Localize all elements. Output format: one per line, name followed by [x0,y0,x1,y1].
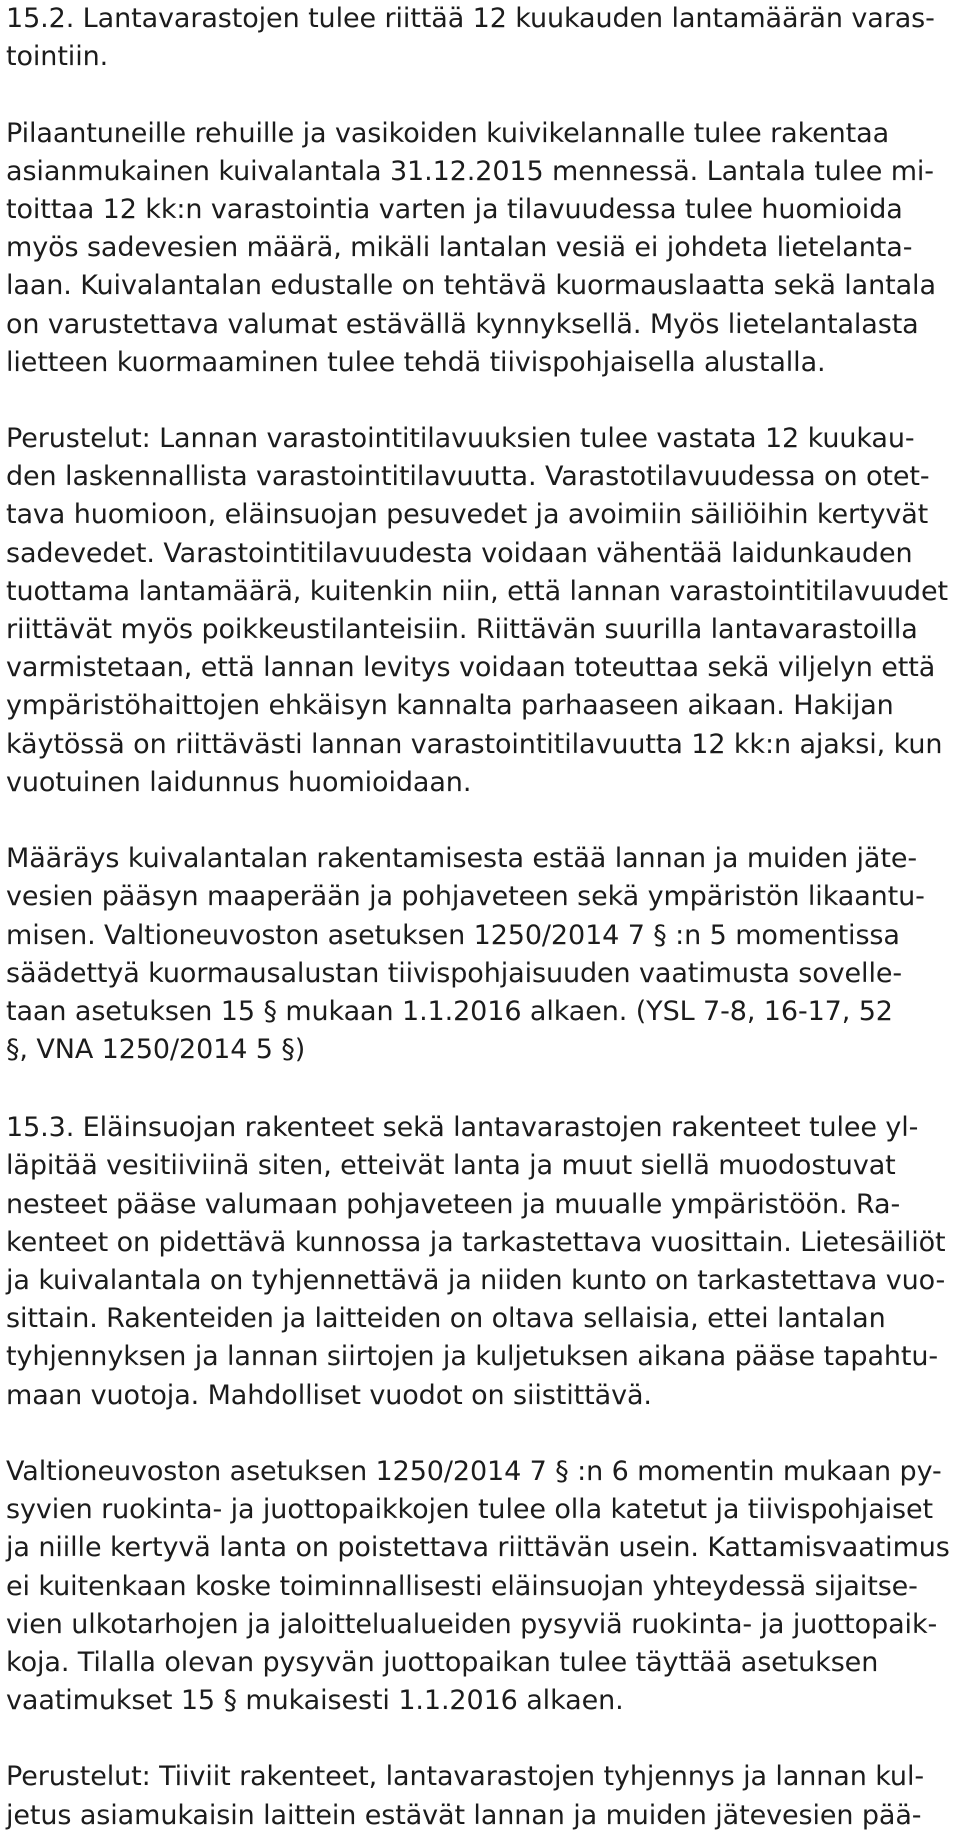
text-line: vuotuinen laidunnus huomioidaan. [6,766,472,798]
text-line: lietteen kuormaaminen tulee tehdä tiivispohjaisella alustalla. [6,346,826,378]
text-line: riittävät myös poikkeustilanteisiin. Riittävän suurilla lantavarastoilla [6,614,918,645]
text-line: tuottama lantamäärä, kuitenkin niin, että lannan varastointitilavuudet [6,575,948,607]
text-line: ja niille kertyvä lanta on poistettava riittävän usein. Kattamisvaatimus [6,1532,950,1564]
paragraph-gap [6,76,956,114]
text-line: toittaa 12 kk:n varastointia varten ja tilavuudessa tulee huomioida [6,193,903,225]
text-line: sadevedet. Varastointitilavuudesta voidaan vähentää laidunkauden [6,537,913,569]
text-line: nesteet pääse valumaan pohjaveteen ja muualle ympäristöön. Ra- [6,1188,901,1220]
text-line: myös sadevesien määrä, mikäli lantalan vesiä ei johdeta lietelanta- [6,232,913,264]
text-line: laan. Kuivalantalan edustalle on tehtävä kuormauslaatta sekä lantala [6,270,936,302]
text-line: säädettyä kuormausalustan tiivispohjaisuuden vaatimusta sovelle- [6,957,903,989]
paragraph-gap [6,1415,956,1453]
text-line: tointiin. [6,41,109,73]
text-line: asianmukainen kuivalantala 31.12.2015 mennessä. Lantala tulee mi- [6,155,934,187]
text-line: jetus asiamukaisin laittein estävät lannan ja muiden jätevesien pää- [6,1799,922,1831]
text-line: tyhjennyksen ja lannan siirtojen ja kuljetuksen aikana pääse tapahtu- [6,1341,939,1373]
text-line: käytössä on riittävästi lannan varastointitilavuutta 12 kk:n ajaksi, kun [6,728,943,760]
text-line: varmistetaan, että lannan levitys voidaan toteuttaa sekä viljelyn että [6,652,936,684]
text-line: maan vuotoja. Mahdolliset vuodot on siistittävä. [6,1379,652,1411]
paragraph-kuivalantala-requirement [6,115,956,382]
text-line: tava huomioon, eläinsuojan pesuvedet ja avoimiin säiliöihin kertyvät [6,499,929,531]
text-line: syvien ruokinta- ja juottopaikkojen tulee olla katetut ja tiivispohjaiset [6,1494,934,1526]
text-line: Perustelut: Lannan varastointitilavuuksien tulee vastata 12 kuukau- [6,423,915,455]
text-line: läpitää vesitiiviinä siten, etteivät lanta ja muut siellä muodostuvat [6,1150,896,1182]
paragraph-gap [6,382,956,420]
text-line: den laskennallista varastointitilavuutta. Varastotilavuudessa on otet- [6,461,930,493]
text-line: ja kuivalantala on tyhjennettävä ja niiden kunto on tarkastettava vuo- [6,1265,946,1296]
paragraph-gap [6,802,956,840]
text-line: 15.2. Lantavarastojen tulee riittää 12 kuukauden lantamäärän varas- [6,3,935,34]
text-line: on varustettava valumat estävällä kynnyksellä. Myös lietelantalasta [6,308,919,340]
text-line: Pilaantuneille rehuille ja vasikoiden kuivikelannalle tulee rakentaa [6,117,890,149]
paragraph-15-2-heading [6,0,956,76]
text-line: Perustelut: Tiiviit rakenteet, lantavarastojen tyhjennys ja lannan kul- [6,1761,924,1793]
paragraph-perustelut-structures [6,1758,956,1834]
document-body [6,0,956,1835]
text-line: koja. Tilalla olevan pysyvän juottopaikan tulee täyttää asetuksen [6,1646,879,1678]
paragraph-15-3-structures [6,1109,956,1415]
text-line: sittain. Rakenteiden ja laitteiden on oltava sellaisia, ettei lantalan [6,1303,886,1335]
text-line: ei kuitenkaan koske toiminnallisesti eläinsuojan yhteydessä sijaitse- [6,1570,918,1602]
text-line: §, VNA 1250/2014 5 §) [6,1034,306,1066]
text-line: misen. Valtioneuvoston asetuksen 1250/2014 7 § :n 5 momentissa [6,919,900,951]
text-line: vesien pääsyn maaperään ja pohjaveteen sekä ympäristön likaantu- [6,881,925,913]
text-line: Valtioneuvoston asetuksen 1250/2014 7 § :n 6 momentin mukaan py- [6,1455,942,1487]
text-line: 15.3. Eläinsuojan rakenteet sekä lantavarastojen rakenteet tulee yl- [6,1112,919,1144]
text-line: ympäristöhaittojen ehkäisyn kannalta parhaaseen aikaan. Hakijan [6,690,894,722]
text-line: vien ulkotarhojen ja jaloittelualueiden pysyviä ruokinta- ja juottopaik- [6,1608,938,1640]
paragraph-valtioneuvosto-feeding [6,1453,956,1720]
paragraph-maarays-kuivalantala [6,840,956,1069]
paragraph-gap [6,1720,956,1758]
paragraph-perustelut-storage [6,420,956,802]
text-line: kenteet on pidettävä kunnossa ja tarkastettava vuosittain. Lietesäiliöt [6,1226,946,1258]
paragraph-gap [6,1069,956,1109]
text-line: taan asetuksen 15 § mukaan 1.1.2016 alkaen. (YSL 7-8, 16-17, 52 [6,995,893,1027]
text-line: vaatimukset 15 § mukaisesti 1.1.2016 alkaen. [6,1685,624,1717]
text-line: Määräys kuivalantalan rakentamisesta estää lannan ja muiden jäte- [6,843,917,875]
